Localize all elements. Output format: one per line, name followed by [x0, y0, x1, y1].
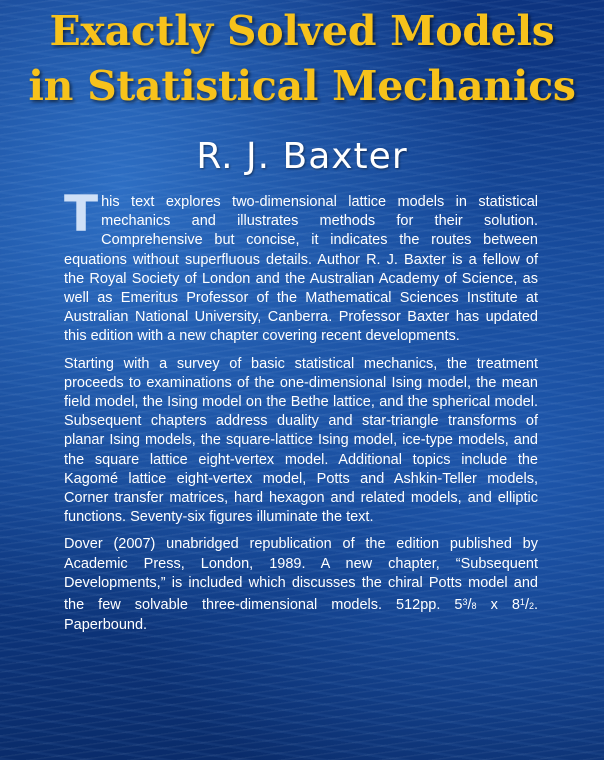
title-line-1: Exactly Solved Models — [49, 7, 555, 55]
drop-cap-letter: T — [64, 185, 99, 243]
paragraph-1-body: his text explores two-dimensional lattice models in statistical mechanics and illustrates methods for their solution. Comprehensive but concise, it indicates the routes between equations without superfluous details. Author R. J. Baxter is a fellow of the Royal Society of London and the Australian Academy of Science, as well as Emeritus Professor of the Mathematical Sciences Institute at Australian National University, Canberra. Professor Baxter has updated this edition with a new chapter covering recent developments. — [64, 194, 538, 345]
author-name: R. J. Baxter — [196, 136, 408, 177]
description-text — [64, 185, 539, 643]
page-dimensions: $5^3/8$ x $8^1/2$ — [454, 597, 534, 614]
description-paragraph-2: Starting with a survey of basic statistical mechanics, the treatment proceeds to examinations of the one-dimensional Ising model, the mean field model, the Ising model on the Bethe lattice, and the spherical model. Subsequent chapters address duality and star-triangle transforms of planar Ising models, the square-lattice Ising model, ice-type models, and the square lattice eight-vertex model. Additional topics include the Kagomé lattice eight-vertex model, Potts and Ashkin-Teller models, Corner transfer matrices, hard hexagon and related models, and elliptic functions. Seventy-six figures illuminate the text. — [64, 355, 538, 526]
description-paragraph-3 — [64, 535, 538, 635]
book-title — [0, 4, 604, 114]
dimension-width-whole: 5 — [454, 597, 463, 614]
publication-note: Dover (2007) unabridged republication of the edition published by Academic Press, London, 1989. A new chapter, “Subsequent Developments,” is included which discusses the chiral Potts model and the few solvable three-dimensional models. 512pp. — [64, 536, 538, 614]
binding-type: . Paperbound. — [64, 597, 539, 634]
dimension-separator: x 8 — [476, 597, 520, 614]
dimension-width-numerator: 3 — [462, 597, 468, 608]
dimension-width-denominator: 8 — [471, 601, 477, 612]
title-line-2: in Statistical Mechanics — [28, 62, 576, 110]
description-paragraph-1 — [64, 185, 538, 347]
dimension-height-numerator: 1 — [519, 597, 525, 608]
dimension-height-denominator: 2 — [528, 601, 534, 612]
